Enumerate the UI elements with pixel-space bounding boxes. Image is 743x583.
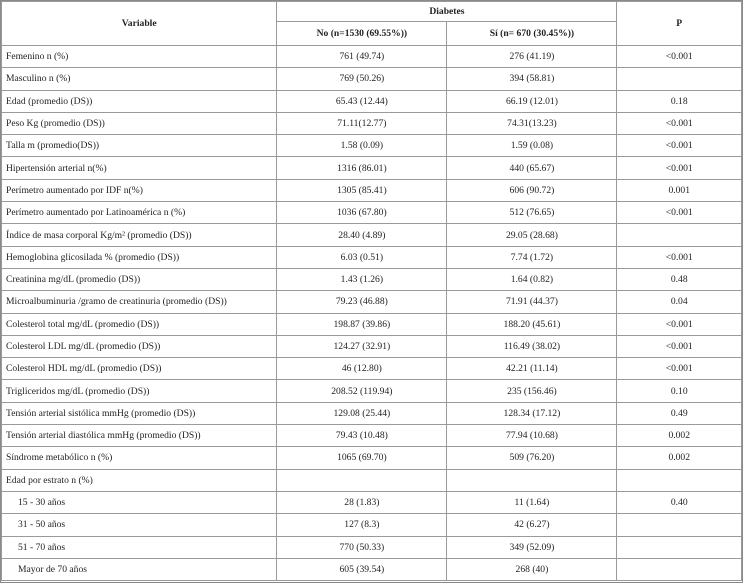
p-value: 0.18 <box>617 90 742 112</box>
no-diabetes-value: 1316 (86.01) <box>277 157 447 179</box>
p-value <box>617 469 742 491</box>
row-label: Perímetro aumentado por Latinoamérica n (%) <box>2 202 277 224</box>
table-row <box>2 179 742 201</box>
p-value: 0.001 <box>617 179 742 201</box>
table-row <box>2 224 742 246</box>
table-row <box>2 202 742 224</box>
row-label: Trigliceridos mg/dL (promedio (DS)) <box>2 380 277 402</box>
table-row <box>2 246 742 268</box>
si-diabetes-value: 349 (52.09) <box>447 536 617 558</box>
no-diabetes-value: 65.43 (12.44) <box>277 90 447 112</box>
si-diabetes-value: 235 (156.46) <box>447 380 617 402</box>
table-row <box>2 157 742 179</box>
p-value <box>617 514 742 536</box>
row-label: Microalbuminuria /gramo de creatinuria (promedio (DS)) <box>2 291 277 313</box>
si-diabetes-value: 1.59 (0.08) <box>447 135 617 157</box>
no-diabetes-value: 46 (12.80) <box>277 358 447 380</box>
row-label: Mayor de 70 años <box>2 558 277 580</box>
si-diabetes-value: 29.05 (28.68) <box>447 224 617 246</box>
p-value <box>617 224 742 246</box>
p-value: <0.001 <box>617 246 742 268</box>
table-row <box>2 90 742 112</box>
row-label: Tensión arterial diastólica mmHg (promedio (DS)) <box>2 425 277 447</box>
si-diabetes-value: 606 (90.72) <box>447 179 617 201</box>
no-diabetes-value: 127 (8.3) <box>277 514 447 536</box>
table-row <box>2 447 742 469</box>
p-value: 0.10 <box>617 380 742 402</box>
row-label: Tensión arterial sistólica mmHg (promedio (DS)) <box>2 402 277 424</box>
p-value <box>617 536 742 558</box>
no-diabetes-value: 1.58 (0.09) <box>277 135 447 157</box>
row-label: Síndrome metabólico n (%) <box>2 447 277 469</box>
p-value <box>617 558 742 580</box>
table-row <box>2 536 742 558</box>
row-label: 31 - 50 años <box>2 514 277 536</box>
p-value: 0.40 <box>617 491 742 513</box>
p-value: <0.001 <box>617 157 742 179</box>
no-diabetes-value: 28 (1.83) <box>277 491 447 513</box>
table-row <box>2 491 742 513</box>
si-diabetes-value: 7.74 (1.72) <box>447 246 617 268</box>
row-label: Femenino n (%) <box>2 46 277 68</box>
si-diabetes-value: 116.49 (38.02) <box>447 335 617 357</box>
si-diabetes-value: 71.91 (44.37) <box>447 291 617 313</box>
row-label: Masculino n (%) <box>2 68 277 90</box>
si-diabetes-value: 394 (58.81) <box>447 68 617 90</box>
table-row <box>2 135 742 157</box>
row-label: Creatinina mg/dL (promedio (DS)) <box>2 268 277 290</box>
table-row <box>2 112 742 134</box>
p-value: 0.002 <box>617 447 742 469</box>
table-row <box>2 402 742 424</box>
no-diabetes-value: 79.23 (46.88) <box>277 291 447 313</box>
no-diabetes-header: No (n=1530 (69.55%)) <box>277 22 447 46</box>
si-diabetes-value: 66.19 (12.01) <box>447 90 617 112</box>
table-row <box>2 46 742 68</box>
si-diabetes-value: 268 (40) <box>447 558 617 580</box>
row-label: Colesterol LDL mg/dL (promedio (DS)) <box>2 335 277 357</box>
table-row <box>2 469 742 491</box>
table-row <box>2 291 742 313</box>
row-label: 51 - 70 años <box>2 536 277 558</box>
no-diabetes-value: 71.11(12.77) <box>277 112 447 134</box>
p-value: 0.002 <box>617 425 742 447</box>
row-label: Colesterol HDL mg/dL (promedio (DS)) <box>2 358 277 380</box>
si-diabetes-value: 276 (41.19) <box>447 46 617 68</box>
row-label: Peso Kg (promedio (DS)) <box>2 112 277 134</box>
no-diabetes-value: 208.52 (119.94) <box>277 380 447 402</box>
table-row <box>2 514 742 536</box>
no-diabetes-value: 605 (39.54) <box>277 558 447 580</box>
table-row <box>2 358 742 380</box>
si-diabetes-value <box>447 469 617 491</box>
no-diabetes-value: 770 (50.33) <box>277 536 447 558</box>
si-diabetes-value: 1.64 (0.82) <box>447 268 617 290</box>
p-value: <0.001 <box>617 335 742 357</box>
p-value-header: P <box>617 2 742 46</box>
no-diabetes-value: 129.08 (25.44) <box>277 402 447 424</box>
no-diabetes-value: 6.03 (0.51) <box>277 246 447 268</box>
variable-header: Variable <box>2 2 277 46</box>
p-value: 0.04 <box>617 291 742 313</box>
diabetes-group-header: Diabetes <box>277 2 617 22</box>
si-diabetes-value: 11 (1.64) <box>447 491 617 513</box>
no-diabetes-value: 1065 (69.70) <box>277 447 447 469</box>
table-row <box>2 268 742 290</box>
table-row <box>2 68 742 90</box>
no-diabetes-value: 1305 (85.41) <box>277 179 447 201</box>
row-label: Talla m (promedio(DS)) <box>2 135 277 157</box>
no-diabetes-value: 769 (50.26) <box>277 68 447 90</box>
no-diabetes-value: 124.27 (32.91) <box>277 335 447 357</box>
no-diabetes-value: 198.87 (39.86) <box>277 313 447 335</box>
row-label: Edad por estrato n (%) <box>2 469 277 491</box>
no-diabetes-value: 1036 (67.80) <box>277 202 447 224</box>
si-diabetes-value: 188.20 (45.61) <box>447 313 617 335</box>
row-label: 15 - 30 años <box>2 491 277 513</box>
table-row <box>2 335 742 357</box>
p-value: 0.49 <box>617 402 742 424</box>
si-diabetes-header: Sí (n= 670 (30.45%)) <box>447 22 617 46</box>
row-label: Hipertensión arterial n(%) <box>2 157 277 179</box>
table-row <box>2 425 742 447</box>
diabetes-characteristics-table <box>1 1 742 581</box>
no-diabetes-value <box>277 469 447 491</box>
p-value: <0.001 <box>617 202 742 224</box>
p-value: <0.001 <box>617 358 742 380</box>
no-diabetes-value: 79.43 (10.48) <box>277 425 447 447</box>
si-diabetes-value: 74.31(13.23) <box>447 112 617 134</box>
p-value: 0.48 <box>617 268 742 290</box>
table-row <box>2 313 742 335</box>
table-row <box>2 380 742 402</box>
no-diabetes-value: 1.43 (1.26) <box>277 268 447 290</box>
row-label: Hemoglobina glicosilada % (promedio (DS)) <box>2 246 277 268</box>
si-diabetes-value: 128.34 (17.12) <box>447 402 617 424</box>
table-body <box>2 46 742 581</box>
si-diabetes-value: 509 (76.20) <box>447 447 617 469</box>
p-value <box>617 68 742 90</box>
p-value: <0.001 <box>617 135 742 157</box>
p-value: <0.001 <box>617 313 742 335</box>
no-diabetes-value: 28.40 (4.89) <box>277 224 447 246</box>
row-label: Índice de masa corporal Kg/m² (promedio (DS)) <box>2 224 277 246</box>
si-diabetes-value: 512 (76.65) <box>447 202 617 224</box>
table-row <box>2 558 742 580</box>
p-value: <0.001 <box>617 112 742 134</box>
row-label: Perímetro aumentado por IDF n(%) <box>2 179 277 201</box>
row-label: Colesterol total mg/dL (promedio (DS)) <box>2 313 277 335</box>
p-value: <0.001 <box>617 46 742 68</box>
si-diabetes-value: 77.94 (10.68) <box>447 425 617 447</box>
si-diabetes-value: 440 (65.67) <box>447 157 617 179</box>
no-diabetes-value: 761 (49.74) <box>277 46 447 68</box>
si-diabetes-value: 42 (6.27) <box>447 514 617 536</box>
row-label: Edad (promedio (DS)) <box>2 90 277 112</box>
si-diabetes-value: 42.21 (11.14) <box>447 358 617 380</box>
